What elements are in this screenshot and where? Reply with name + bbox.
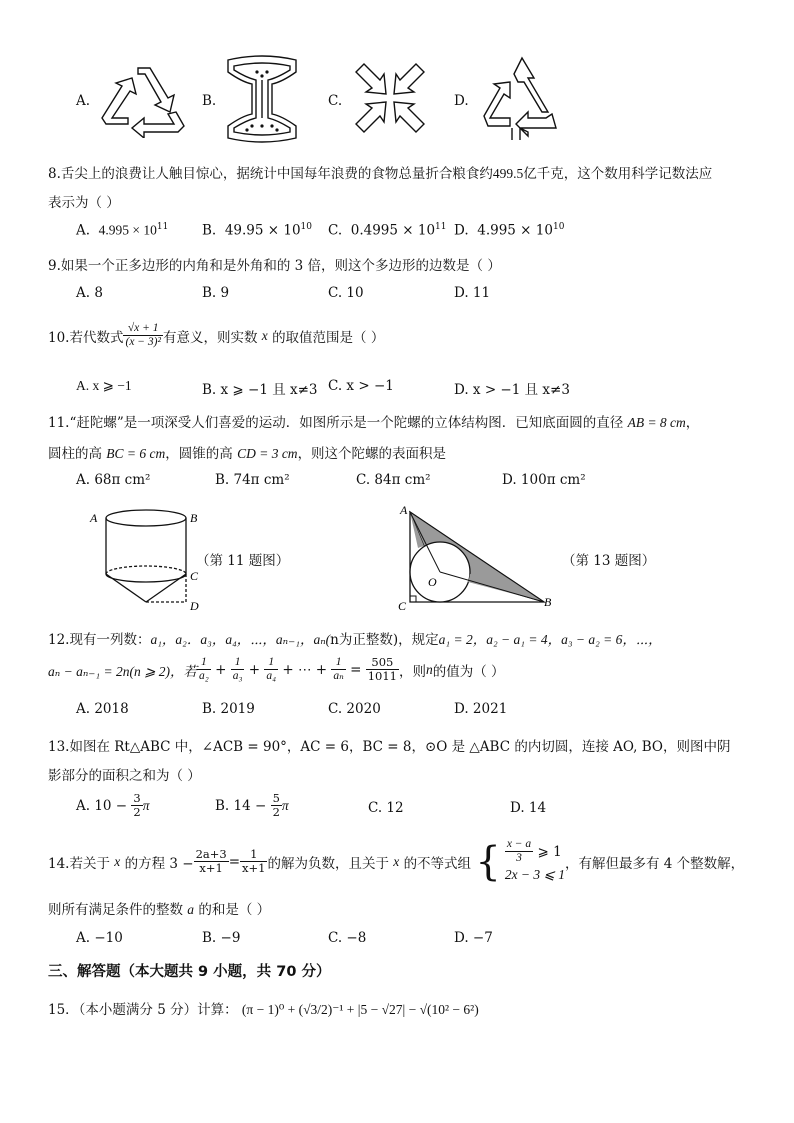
q14-frac1: $\frac{2a+3}{x+1}$	[195, 847, 227, 875]
recycle-triangle-figure-d	[476, 54, 562, 144]
q9-stem: 9.如果一个正多边形的内角和是外角和的 3 倍，则这个多边形的边数是（ ）	[48, 258, 501, 274]
q13-stem-line2: 影部分的面积之和为（ ）	[48, 768, 201, 784]
q11-stem-line1: 11.“赶陀螺”是一项深受人们喜爱的运动．如图所示是一个陀螺的立体结构图．已知底面圆的直径 AB = 8 cm，	[48, 415, 700, 431]
q12-termn: $\frac{1}{\text{aₙ}}$	[333, 656, 344, 682]
q13-stem-line1: 13.如图在 Rt△ABC 中，∠ACB = 90°，AC = 6，BC = 8，⊙O 是 △ABC 的内切圆，连接 AO, BO，则图中阴	[48, 739, 731, 755]
q10-fraction: $\frac{√x + 1}{\text{(x − 3)²}}$	[125, 322, 161, 348]
q8-option-d: D. $4.995 \times 10^{10}$	[454, 222, 565, 239]
figure-13-triangle	[392, 500, 562, 616]
q9-option-b: B. 9	[202, 285, 230, 301]
q13-option-d: D. 14	[510, 800, 547, 816]
q15-stem: 15．（本小题满分 5 分）计算： (π − 1)⁰ + (√3/2)⁻¹ + |5 − √27| − √(10² − 6²)	[48, 1002, 479, 1018]
q12-option-d: D. 2021	[454, 701, 508, 717]
q14-option-c: C. −8	[328, 930, 367, 946]
q8-option-b: B. $49.95 \times 10^{10}$	[202, 222, 312, 239]
q12-option-c: C. 2020	[328, 701, 381, 717]
q11-option-a: A. 68π cm²	[76, 472, 151, 488]
figure-13-caption: （第 13 题图）	[562, 553, 656, 569]
q9-option-c: C. 10	[328, 285, 364, 301]
q9-option-d: D. 11	[454, 285, 491, 301]
fig11-label-d: D	[190, 599, 199, 613]
q12-term1: $\frac{1}{\text{a₂}}$	[199, 656, 209, 682]
fig13-label-c: C	[398, 599, 407, 613]
q13-option-c: C. 12	[368, 800, 404, 816]
figure-11-gyroscope	[86, 502, 206, 618]
q14-frac2: $\frac{1}{x+1}$	[242, 847, 266, 875]
fig13-label-b: B	[544, 595, 552, 609]
fig11-label-a: A	[90, 511, 98, 525]
q7-option-c-label: C.	[328, 93, 343, 109]
q14-inequality-system: $\frac{x - a}{3}$ ⩾ 1 2x − 3 ⩽ 1	[504, 838, 565, 882]
four-arrows-figure-c	[352, 60, 428, 136]
q10-option-b: B. x ⩾ −1 且 x≠3	[202, 382, 318, 398]
q10-option-c: C. x > −1	[328, 378, 394, 394]
q14-option-d: D. −7	[454, 930, 493, 946]
q8-option-a: A. $4.995 \times 10^{11}$	[76, 222, 169, 239]
q12-stem-line2: aₙ − aₙ₋₁ = 2n(n ⩾ 2)，若 $\frac{1}{\text{a₂}}$ + $\frac{1}{\text{a₃}}$ + $\frac{1}{\text{a₄}}$ + ⋯ + $\frac{1}{\text{aₙ}}$ = $\frac{505}{1011}$ ，则 n 的值为（ ）	[48, 655, 505, 683]
hourglass-figure-b	[222, 54, 302, 144]
q7-option-a-label: A.	[76, 93, 91, 109]
q13-option-a: A. 10 − $\frac{3}{2}$ π	[76, 791, 150, 819]
fig13-label-o: O	[428, 575, 437, 589]
q8-stem-line2: 表示为（ ）	[48, 195, 120, 211]
q12-term2: $\frac{1}{\text{a₃}}$	[232, 656, 243, 682]
q14-option-a: A. −10	[76, 930, 123, 946]
q14-stem-line1: 14.若关于 x 的方程 3 − $\frac{2a+3}{x+1}$ = $\frac{1}{x+1}$ 的解为负数，且关于 x 的不等式组 { $\frac{x - a}{3}$ ⩾ 1 2x − 3 ⩽ 1 ，有解但最多有 4 个整数解，	[48, 838, 745, 885]
fig11-label-b: B	[190, 511, 198, 525]
q12-stem-line1: 12.现有一列数：a₁，a₂．a₃，a₄，⋯，aₙ₋₁，aₙ(n为正整数)，规定a₁ = 2，a₂ − a₁ = 4，a₃ − a₂ = 6，⋯，	[48, 632, 662, 648]
recycle-triangle-figure-a	[98, 58, 190, 138]
fig11-label-c: C	[190, 569, 199, 583]
q10-option-a: A. x ⩾ −1	[76, 378, 132, 393]
q11-stem-line2: 圆柱的高 BC = 6 cm，圆锥的高 CD = 3 cm，则这个陀螺的表面积是	[48, 446, 447, 462]
q9-option-a: A. 8	[76, 285, 103, 301]
section-3-heading: 三、解答题（本大题共 9 小题，共 70 分）	[48, 964, 331, 980]
q14-option-b: B. −9	[202, 930, 241, 946]
q10-option-d: D. x > −1 且 x≠3	[454, 382, 570, 398]
q10-stem: 10.若代数式 $\frac{√x + 1}{\text{(x − 3)²}}$ 有意义，则实数 x 的取值范围是（ ）	[48, 322, 385, 348]
q8-option-c: C. $0.4995 \times 10^{11}$	[328, 222, 447, 239]
fig13-label-a: A	[400, 503, 408, 517]
q12-option-a: A. 2018	[76, 701, 129, 717]
q7-option-b-label: B.	[202, 93, 217, 109]
figure-11-caption: （第 11 题图）	[196, 553, 290, 569]
q14-stem-line2: 则所有满足条件的整数 a 的和是（ ）	[48, 902, 271, 918]
q8-stem: 8.舌尖上的浪费让人触目惊心，据统计中国每年浪费的食物总量折合粮食约499.5亿千克，这个数用科学记数法应	[48, 166, 713, 182]
q11-option-c: C. 84π cm²	[356, 472, 431, 488]
q7-option-d-label: D.	[454, 93, 469, 109]
q12-result-fraction: $\frac{505}{1011}$	[367, 655, 398, 683]
q12-option-b: B. 2019	[202, 701, 255, 717]
q11-option-b: B. 74π cm²	[215, 472, 290, 488]
q11-option-d: D. 100π cm²	[502, 472, 586, 488]
q13-option-b: B. 14 − $\frac{5}{2}$ π	[215, 791, 289, 819]
q12-term3: $\frac{1}{\text{a₄}}$	[266, 656, 277, 682]
